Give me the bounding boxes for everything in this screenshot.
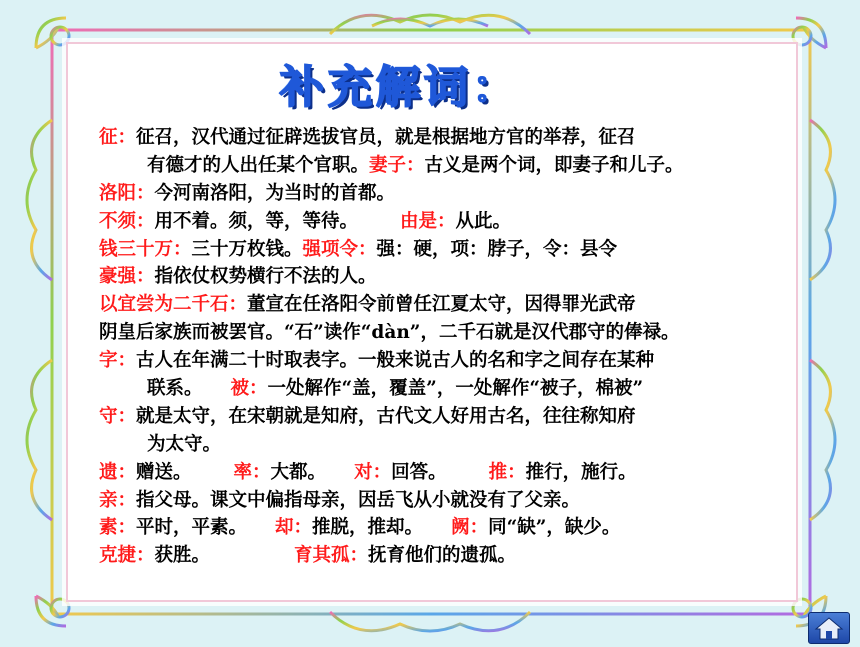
definition-text: 有德才的人出任某个官职。 <box>147 154 370 176</box>
term-label: 育其孤： <box>294 545 369 567</box>
definition-text: 一处解作“盖，覆盖”，一处解作“被子，棉被” <box>267 378 644 400</box>
term-label: 征： <box>99 127 137 148</box>
text-line <box>99 459 839 487</box>
text-line <box>99 152 839 180</box>
definition-text: 董宣在任洛阳令前曾任江夏太守，因得罪光武帝 <box>247 294 636 316</box>
page-title: 补充解词： <box>280 62 520 113</box>
term-label: 强项令： <box>302 238 377 260</box>
term-label: 豪强： <box>99 266 155 288</box>
text-line <box>99 208 839 236</box>
text-line <box>99 542 839 570</box>
term-label: 字： <box>99 350 137 372</box>
definition-text: 赠送。 <box>136 461 192 483</box>
definition-text: 平时，平素。 <box>136 517 248 539</box>
term-label: 被： <box>230 378 268 400</box>
definition-text: 指父母。课文中偏指母亲，因岳飞从小就没有了父亲。 <box>136 489 581 511</box>
definition-text: 同“缺”，缺少。 <box>488 517 621 539</box>
text-line <box>99 236 839 264</box>
definition-text: 三十万枚钱。 <box>191 238 303 260</box>
definition-text: 推行，施行。 <box>525 461 637 483</box>
glossary-text <box>99 124 839 570</box>
term-label: 钱三十万： <box>99 238 192 260</box>
text-line <box>99 291 839 319</box>
text-line <box>99 347 839 375</box>
definition-text: 用不着。须，等，等待。 <box>154 210 359 232</box>
text-line <box>99 487 839 515</box>
text-line <box>99 403 839 431</box>
text-line <box>99 180 839 208</box>
home-icon <box>809 613 849 643</box>
definition-text: 为太守。 <box>147 433 222 455</box>
definition-text: 获胜。 <box>154 545 211 567</box>
term-label: 对： <box>354 461 392 483</box>
home-button[interactable] <box>808 612 850 644</box>
term-label: 守： <box>99 405 137 427</box>
definition-text: 今河南洛阳，为当时的首都。 <box>154 182 396 204</box>
definition-text: 从此。 <box>455 210 512 232</box>
term-label: 推： <box>488 461 526 483</box>
definition-text: 推脱，推却。 <box>312 517 424 539</box>
term-label: 遗： <box>99 461 137 483</box>
term-label: 不须： <box>99 210 155 232</box>
definition-text: 古人在年满二十时取表字。一般来说古人的名和字之间存在某种 <box>136 350 655 372</box>
term-label: 妻子： <box>369 154 425 176</box>
term-label: 洛阳： <box>99 182 155 204</box>
definition-text: 大都。 <box>270 461 327 483</box>
term-label: 亲： <box>99 489 137 511</box>
text-line <box>99 263 839 291</box>
definition-text: 抚育他们的遗孤。 <box>368 545 517 567</box>
text-line <box>99 375 839 403</box>
definition-text: 强：硬，项：脖子，令：县令 <box>376 238 618 260</box>
definition-text: 就是太守，在宋朝就是知府，古代文人好用古名，往往称知府 <box>136 405 636 427</box>
definition-text: 古义是两个词，即妻子和儿子。 <box>424 154 684 176</box>
definition-text: 阴皇后家族而被罢官。“石”读作“dàn”，二千石就是汉代郡守的俸禄。 <box>99 322 680 344</box>
term-label: 素： <box>99 517 137 539</box>
term-label: 率： <box>233 461 271 483</box>
definition-text: 征召，汉代通过征辟选拔官员，就是根据地方官的举荐，征召 <box>136 127 636 148</box>
definition-text: 回答。 <box>391 461 447 483</box>
term-label: 却： <box>275 517 313 539</box>
term-label: 由是： <box>400 210 456 232</box>
text-line <box>99 124 839 152</box>
text-line <box>99 431 839 459</box>
term-label: 以宜尝为二千石： <box>99 294 248 316</box>
term-label: 阙： <box>451 517 489 539</box>
text-line <box>99 319 839 347</box>
definition-text: 指依仗权势横行不法的人。 <box>154 266 377 288</box>
definition-text: 联系。 <box>147 378 203 400</box>
text-line <box>99 514 839 542</box>
term-label: 克捷： <box>99 545 155 567</box>
